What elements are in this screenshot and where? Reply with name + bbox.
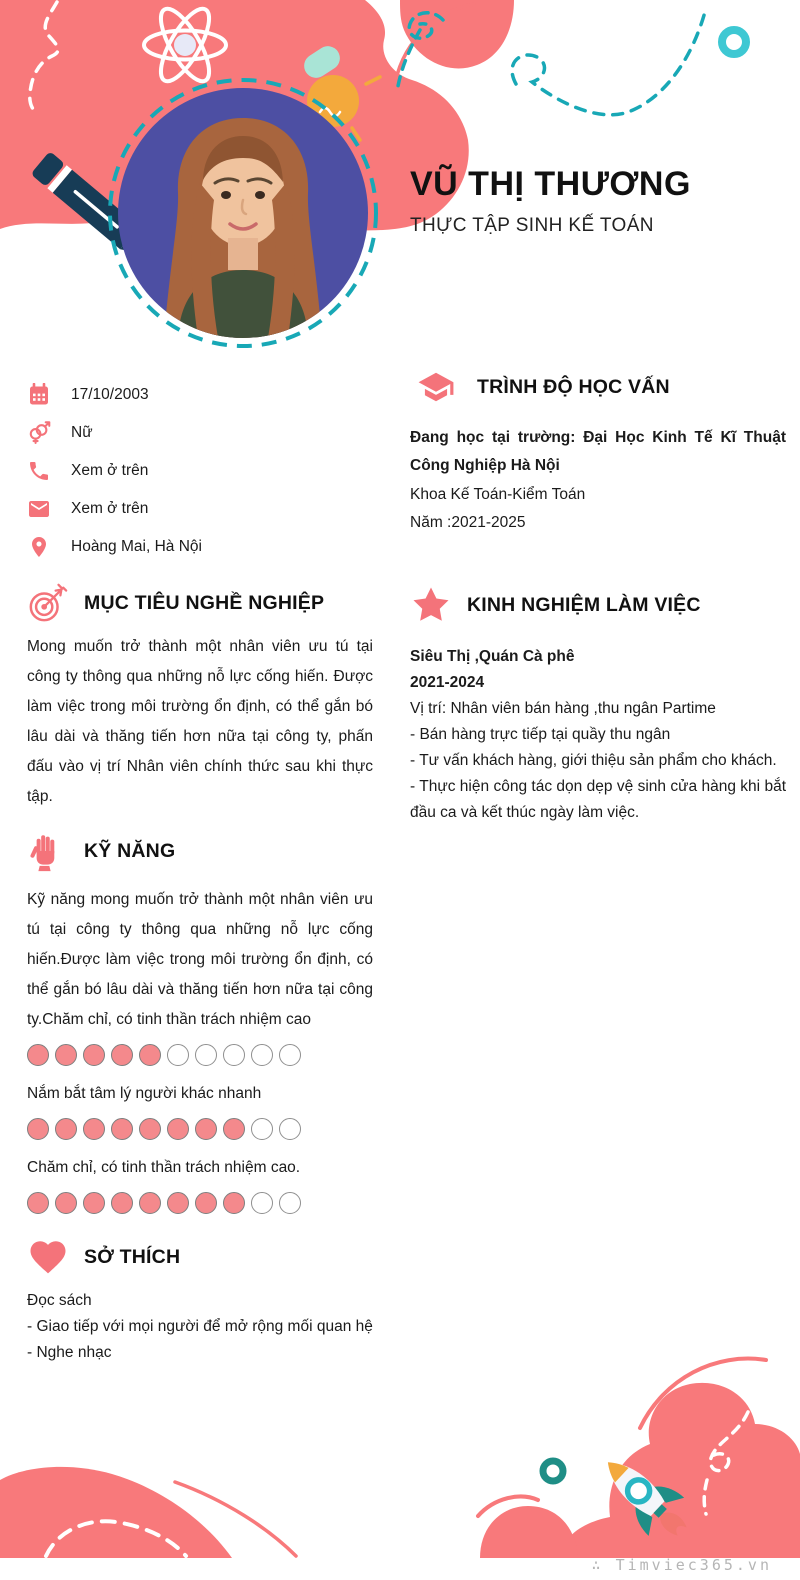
left-column [27,376,373,1366]
graduation-cap-icon [410,368,462,406]
experience-line: - Thực hiện công tác dọn dẹp vệ sinh cửa hàng khi bắt đầu ca và kết thúc ngày làm việc. [410,778,786,821]
education-faculty: Khoa Kế Toán-Kiểm Toán [410,486,586,503]
skill-dot [223,1192,245,1214]
skill-dot [83,1192,105,1214]
experience-title: KINH NGHIỆM LÀM VIỆC [467,593,701,616]
skill-dot [111,1044,133,1066]
skill-label: Chăm chỉ, có tinh thần trách nhiệm cao. [27,1159,301,1176]
info-row-calendar [27,376,373,414]
education-header [410,368,786,406]
section-skills [27,830,373,1214]
experience-line: - Tư vấn khách hàng, giới thiệu sản phẩm cho khách. [410,752,777,769]
skill-dot [83,1118,105,1140]
skill-dot [195,1044,217,1066]
experience-line: Vị trí: Nhân viên bán hàng ,thu ngân Partime [410,700,716,717]
teal-donut-bottom [543,1461,563,1481]
education-title: TRÌNH ĐỘ HỌC VẤN [477,375,670,398]
skill-dot [27,1044,49,1066]
info-value: Xem ở trên [71,500,149,517]
hobby-line: Đọc sách [27,1292,92,1309]
objective-body: Mong muốn trở thành một nhân viên ưu tú tại công ty thông qua những nỗ lực cống hiến. Được làm việc trong môi trường ổn định, có thể gắn bó lâu dài và thăng tiến hơn nữa tại công ty, phấn đấu vào vị trí Nhân viên chính thức sau khi thực tập. [27,638,373,805]
info-row-phone [27,452,373,490]
coral-blob-bottom [560,1383,800,1558]
objective-title: MỤC TIÊU NGHỀ NGHIỆP [84,591,325,614]
skill-dot [139,1044,161,1066]
skill-dot [223,1118,245,1140]
skill-dot [195,1118,217,1140]
teal-dashed-swirl [512,8,706,115]
skill-label: Kỹ năng mong muốn trở thành một nhân viên ưu tú tại công ty thông qua những nỗ lực cống hiến.Được làm việc trong môi trường ổn định, có thể gắn bó lâu dài và thăng tiến hơn nữa tại công ty.Chăm chỉ, có tinh thần trách nhiệm cao [27,891,373,1028]
info-row-location [27,528,373,566]
location-icon [27,535,51,559]
hobby-line: - Giao tiếp với mọi người để mở rộng mối quan hệ [27,1318,373,1335]
section-objective [27,582,373,812]
candidate-name: VŨ THỊ THƯƠNG [410,165,691,203]
experience-line: - Bán hàng trực tiếp tại quầy thu ngân [410,726,671,743]
skill-rating [27,1192,373,1214]
hobbies-title: SỞ THÍCH [84,1245,181,1268]
info-value: 17/10/2003 [71,386,149,403]
skill-dot [279,1044,301,1066]
experience-employer: Siêu Thị ,Quán Cà phê [410,648,575,665]
experience-period: 2021-2024 [410,674,485,691]
skill-dot [55,1192,77,1214]
skills-header [27,830,373,872]
hobbies-header [27,1236,373,1278]
personal-info-list [27,376,373,566]
info-row-gender [27,414,373,452]
skill-dot [167,1044,189,1066]
skill-rating [27,1118,373,1140]
education-years: Năm :2021-2025 [410,514,526,531]
profile-photo [118,88,368,338]
skills-list [27,885,373,1214]
skill-dot [223,1044,245,1066]
skill-dot [27,1118,49,1140]
star-icon [410,584,452,626]
header-block [410,165,790,237]
skill-dot [83,1044,105,1066]
email-icon [27,497,51,521]
skills-title: KỸ NĂNG [84,839,176,862]
info-value: Xem ở trên [71,462,149,479]
skill-dot [279,1118,301,1140]
education-school: Đang học tại trường: Đại Học Kinh Tế Kĩ Thuật Công Nghiệp Hà Nội [410,429,786,474]
job-title: THỰC TẬP SINH KẾ TOÁN [410,215,654,236]
calendar-icon [27,383,51,407]
info-value: Hoàng Mai, Hà Nội [71,538,202,555]
right-column [410,368,786,826]
skill-dot [27,1192,49,1214]
info-value: Nữ [71,424,93,441]
hand-icon [27,830,69,872]
teal-donut-icon [722,30,746,54]
skill-dot [139,1192,161,1214]
info-row-email [27,490,373,528]
skill-dot [167,1118,189,1140]
watermark: ∴ Timviec365.vn [591,1556,772,1574]
skill-dot [55,1118,77,1140]
profile-photo-illustration [118,88,368,338]
skill-dot [251,1118,273,1140]
heart-icon [27,1236,69,1278]
skill-dot [195,1192,217,1214]
phone-icon [27,459,51,483]
experience-lines [410,696,786,826]
skill-dot [55,1044,77,1066]
skill-dot [251,1192,273,1214]
target-icon [27,582,69,624]
coral-dome-left [0,1467,232,1558]
skill-label: Nắm bắt tâm lý người khác nhanh [27,1085,262,1102]
skill-dot [111,1192,133,1214]
coral-dome-small [480,1506,578,1558]
experience-header [410,584,786,626]
skill-dot [251,1044,273,1066]
skill-rating [27,1044,373,1066]
skill-dot [279,1192,301,1214]
gender-icon [27,421,51,445]
skill-dot [111,1118,133,1140]
section-experience [410,584,786,826]
skill-dot [139,1118,161,1140]
skill-dot [167,1192,189,1214]
objective-header [27,582,373,624]
hobby-line: - Nghe nhạc [27,1344,112,1361]
bottom-decoration [0,1330,800,1580]
section-education [410,368,786,536]
